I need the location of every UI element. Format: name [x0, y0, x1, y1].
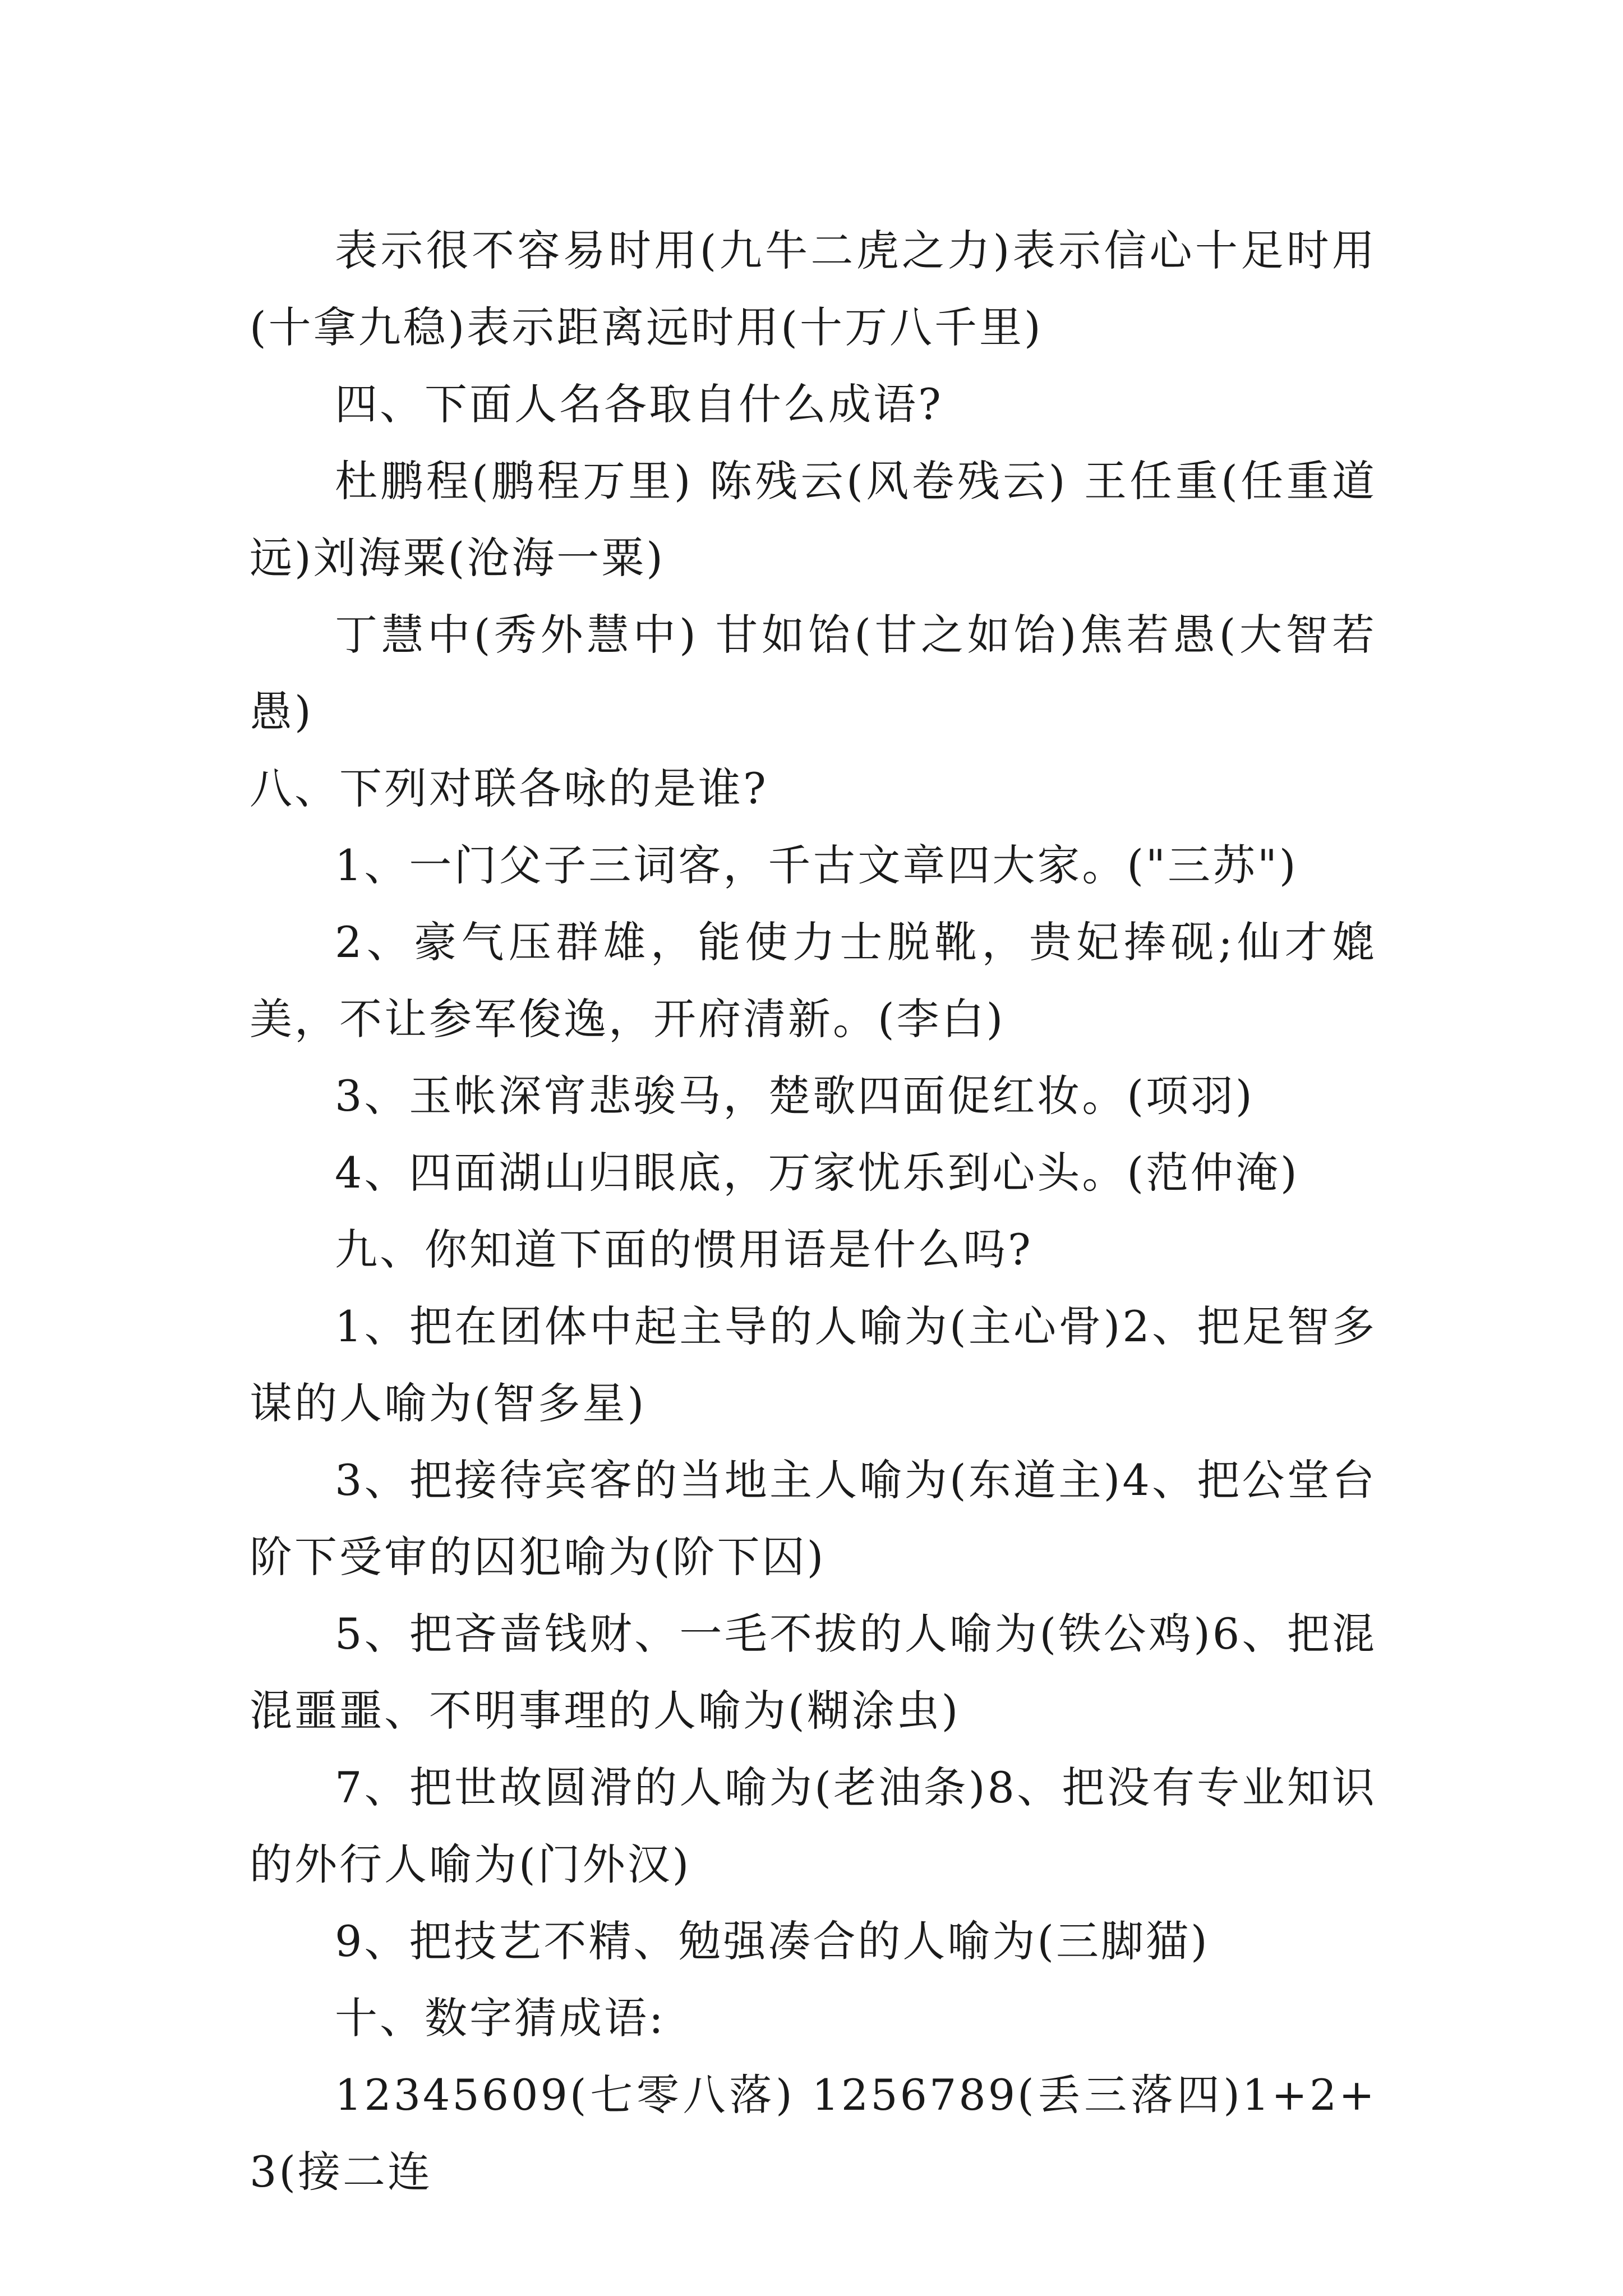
idiom-item-1-2: 1、把在团体中起主导的人喻为(主心骨)2、把足智多谋的人喻为(智多星): [250, 1301, 1377, 1428]
paragraph-1: 表示很不容易时用(九牛二虎之力)表示信心十足时用(十拿九稳)表示距离远时用(十万八千里): [250, 226, 1377, 352]
idiom-item-3-4: 3、把接待宾客的当地主人喻为(东道主)4、把公堂台阶下受审的囚犯喻为(阶下囚): [250, 1455, 1377, 1582]
section-heading-8: 八、下列对联各咏的是谁?: [250, 763, 768, 813]
idiom-item-9: 9、把技艺不精、勉强凑合的人喻为(三脚猫): [335, 1916, 1210, 1966]
document-body: [250, 212, 1377, 2210]
number-riddle-line: 12345609(七零八落) 1256789(丢三落四)1+2+3(接二连: [250, 2070, 1377, 2197]
couplet-4: 4、四面湖山归眼底，万家忧乐到心头。(范仲淹): [335, 1148, 1299, 1198]
couplet-3: 3、玉帐深宵悲骏马，楚歌四面促红妆。(项羽): [335, 1071, 1255, 1121]
paragraph-names-2: 丁慧中(秀外慧中) 甘如饴(甘之如饴)焦若愚(大智若愚): [250, 610, 1377, 737]
couplet-2: 2、豪气压群雄，能使力士脱靴，贵妃捧砚;仙才媲美，不让参军俊逸，开府清新。(李白): [250, 917, 1377, 1044]
section-heading-9: 九、你知道下面的惯用语是什么吗?: [335, 1225, 1033, 1274]
paragraph-names-1: 杜鹏程(鹏程万里) 陈残云(风卷残云) 王任重(任重道远)刘海粟(沧海一粟): [250, 456, 1377, 583]
idiom-item-5-6: 5、把吝啬钱财、一毛不拔的人喻为(铁公鸡)6、把混混噩噩、不明事理的人喻为(糊涂虫): [250, 1609, 1377, 1736]
section-heading-10: 十、数字猜成语:: [335, 1993, 666, 2043]
idiom-item-7-8: 7、把世故圆滑的人喻为(老油条)8、把没有专业知识的外行人喻为(门外汉): [250, 1763, 1377, 1889]
couplet-1: 1、一门父子三词客，千古文章四大家。("三苏"): [335, 840, 1298, 890]
section-heading-4: 四、下面人名各取自什么成语?: [335, 379, 943, 429]
